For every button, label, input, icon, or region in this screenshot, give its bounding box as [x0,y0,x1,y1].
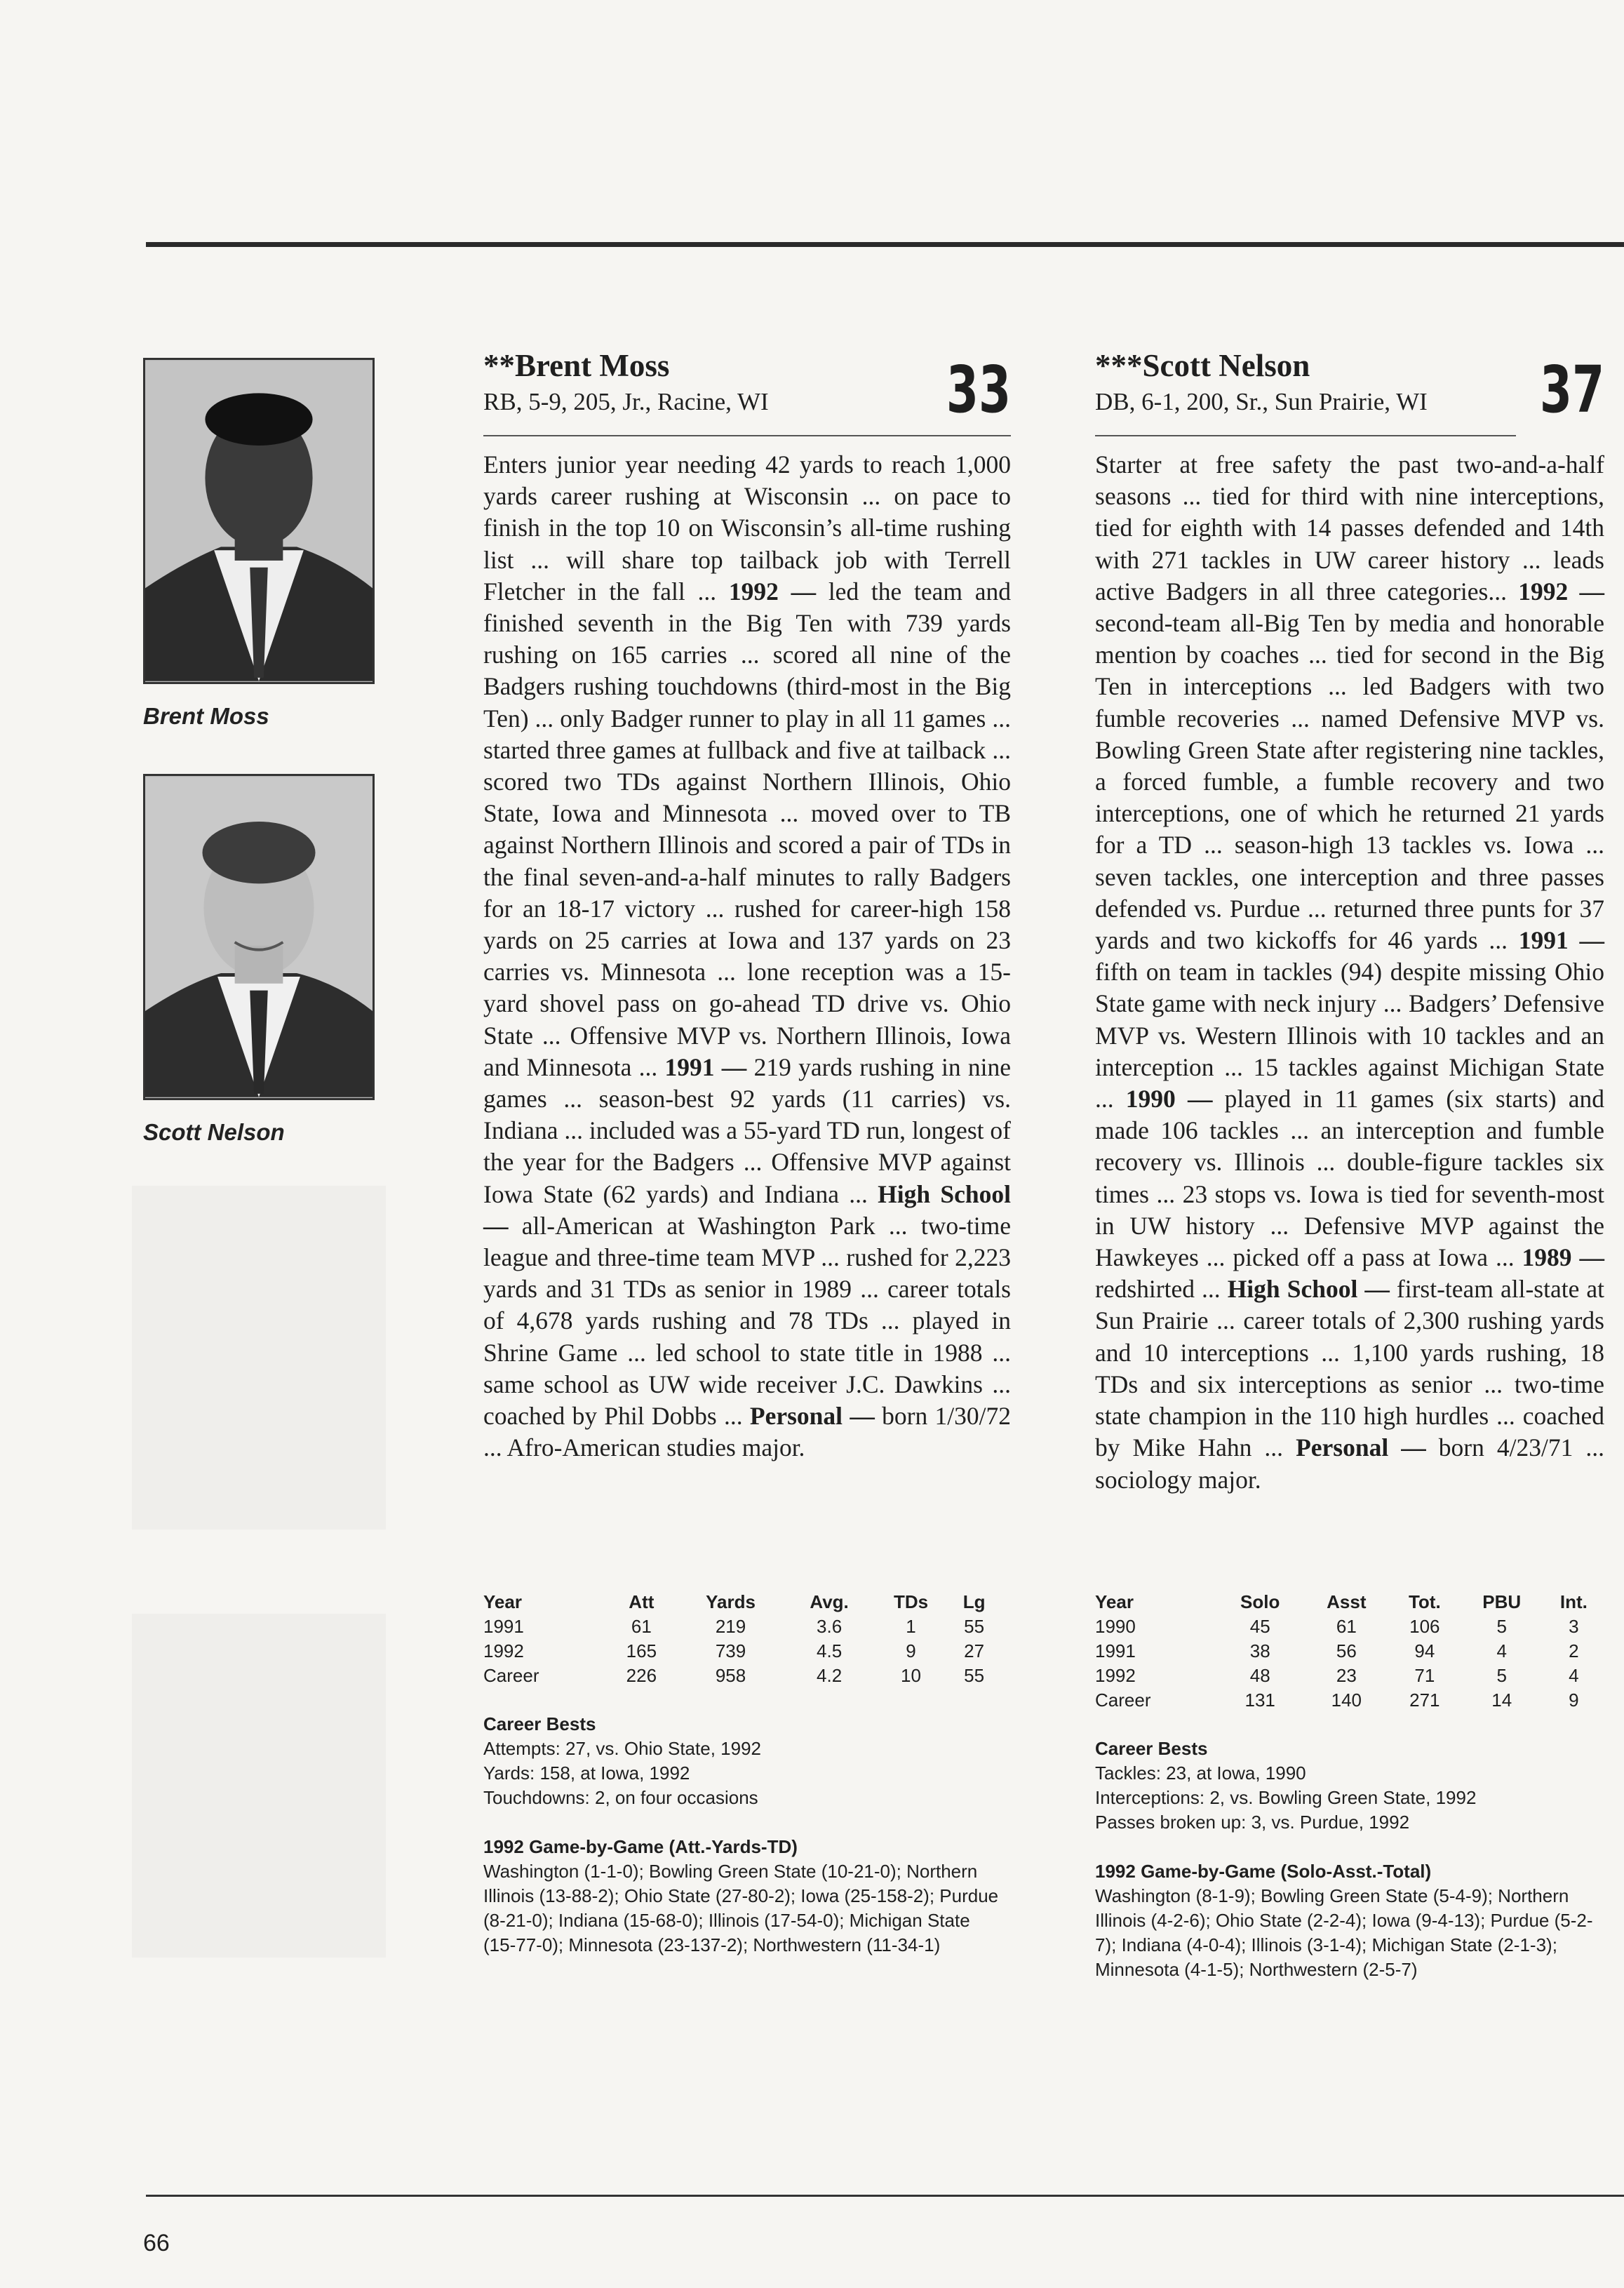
stats-header: Lg [962,1591,986,1612]
career-best-item: Attempts: 27, vs. Ohio State, 1992 [483,1738,761,1759]
career-best-item: Passes broken up: 3, vs. Purdue, 1992 [1095,1812,1410,1833]
game-by-game-title: 1992 Game-by-Game (Solo-Asst.-Total) [1095,1861,1432,1882]
stats-header: Tot. [1408,1591,1441,1612]
career-best-item: Yards: 158, at Iowa, 1992 [483,1762,690,1784]
player-bio: Starter at free safety the past two-and-a-half seasons ... tied for third with nine interceptions, tied for eighth with 14 passes defended and 14th with 271 tackles in UW career history ... leads active Badgers in all three categories... 1992 — second-team all-Big Ten by media and honorable mention by coaches ... tied for second in the Big Ten in interceptions ... led Badgers with two fumble recoveries ... named Defensive MVP vs. Bowling Green State after registering nine tackles, a forced fumble, a fumble recovery and two interceptions, one of which he returned 21 yards for a TD ... season-high 13 tackles vs. Iowa ... seven tackles, one interception and three passes defended vs. Purdue ... returned three punts for 37 yards and two kickoffs for 46 yards ... 1991 — fifth on team in tackles (94) despite missing Ohio State game with neck injury ... Badgers’ Defensive MVP vs. Western Illinois with 10 tackles and an interception ... 15 tackles against Michigan State ... 1990 — played in 11 games (six starts) and made 106 tackles ... an interception and fumble recovery vs. Illinois ... double-figure tackles six times ... 23 stops vs. Iowa is tied for seventh-most in UW history ... Defensive MVP against the Hawkeyes ... picked off a pass at Iowa ... 1989 — redshirted ... High School — first-team all-state at Sun Prairie ... career totals of 2,300 rushing yards and 10 interceptions ... 1,100 yards rushing, 18 TDs and six interceptions as senior ... two-time state champion in the 110 high hurdles ... coached by Mike Hahn ... Personal — born 4/23/71 ... sociology major. [1095,450,1605,1494]
table-row: 1991 38 56 94 4 2 [1095,1640,1579,1661]
stats-header: Year [483,1591,522,1612]
caption-scott-nelson: Scott Nelson [143,1119,285,1145]
game-by-game [483,1835,999,1958]
table-row: 1992 165 739 4.5 9 27 [483,1640,985,1661]
stats-header: TDs [893,1591,929,1612]
jersey-number: 33 [946,352,1011,427]
photo-brent-moss [143,358,375,684]
player-info: RB, 5-9, 205, Jr., Racine, WI [483,388,769,415]
table-row: 1991 61 219 3.6 1 55 [483,1616,985,1637]
game-by-game-text: Washington (8-1-9); Bowling Green State (5-4-9); Northern Illinois (4-2-6); Ohio State (2-2-4); Iowa (9-4-13); Purdue (5-2-7); Indiana (4-0-4); Illinois (3-1-4); Michigan State (2-1-3); Minnesota (4-1-5); Northwestern (2-5-7) [1095,1885,1593,1980]
table-row: Career 226 958 4.2 10 55 [483,1665,985,1686]
faded-photo-placeholder-1 [132,1186,386,1530]
game-by-game-text: Washington (1-1-0); Bowling Green State (10-21-0); Northern Illinois (13-88-2); Ohio State (27-80-2); Iowa (25-158-2); Purdue (8-21-0); Indiana (15-68-0); Illinois (17-54-0); Michigan State (15-77-0); Minnesota (23-137-2); Northwestern (11-34-1) [483,1861,999,1955]
faded-photo-placeholder-2 [132,1614,386,1958]
page-number: 66 [143,2230,170,2256]
bottom-rule [146,2195,1624,2197]
portrait-2-icon [145,776,373,1098]
stats-header: Solo [1240,1591,1280,1612]
stats-header: Yards [706,1591,756,1612]
career-bests-title: Career Bests [1095,1738,1208,1759]
name-underline [1095,435,1516,436]
name-underline [483,435,1011,436]
game-by-game-title: 1992 Game-by-Game (Att.-Yards-TD) [483,1836,798,1857]
stats-table [1095,1589,1604,1713]
table-row: Career 131 140 271 14 9 [1095,1690,1579,1711]
top-rule [146,242,1624,247]
career-best-item: Interceptions: 2, vs. Bowling Green State, 1992 [1095,1787,1477,1808]
player-name: **Brent Moss [483,348,670,383]
jersey-number: 37 [1539,352,1604,427]
table-row: 1990 45 61 106 5 3 [1095,1616,1579,1637]
photo-scott-nelson [143,774,375,1100]
table-row: 1992 48 23 71 5 4 [1095,1665,1579,1686]
career-bests-title: Career Bests [483,1713,596,1734]
stats-header: Att [629,1591,655,1612]
stats-header-row [483,1589,999,1614]
stats-header: Int. [1559,1591,1588,1612]
career-best-item: Tackles: 23, at Iowa, 1990 [1095,1762,1306,1784]
player-bio: Enters junior year needing 42 yards to reach 1,000 yards career rushing at Wisconsin ... on pace to finish in the top 10 on Wisconsin’s all-time rushing list ... will share top tailback job with Terrell Fletcher in the fall ... 1992 — led the team and finished seventh in the Big Ten with 739 yards rushing on 165 carries ... scored all nine of the Badgers rushing touchdowns (third-most in the Big Ten) ... only Badger runner to play in all 11 games ... started three games at fullback and five at tailback ... scored two TDs against Northern Illinois, Ohio State, Iowa and Minnesota ... moved over to TB against Northern Illinois and scored a pair of TDs in the final seven-and-a-half minutes to rally Badgers for an 18-17 victory ... rushed for career-high 158 yards on 25 carries at Iowa and 137 yards on 23 carries vs. Minnesota ... lone reception was a 15-yard shovel pass on go-ahead TD drive vs. Ohio State ... Offensive MVP vs. Northern Illinois, Iowa and Minnesota ... 1991 — 219 yards rushing in nine games ... season-best 92 yards (11 carries) vs. Indiana ... included was a 55-yard TD run, longest of the year for the Badgers ... Offensive MVP against Iowa State (62 yards) and Indiana ... High School — all-American at Washington Park ... two-time league and three-time team MVP ... rushed for 2,223 yards and 31 TDs as senior in 1989 ... career totals of 4,678 yards rushing and 78 TDs ... played in Shrine Game ... led school to state title in 1988 ... same school as UW wide receiver J.C. Dawkins ... coached by Phil Dobbs ... Personal — born 1/30/72 ... Afro-American studies major. [483,450,1011,1462]
career-bests [483,1712,999,1810]
caption-brent-moss: Brent Moss [143,703,269,729]
player-name: ***Scott Nelson [1095,348,1310,383]
career-best-item: Touchdowns: 2, on four occasions [483,1787,758,1808]
stats-header: Asst [1327,1591,1367,1612]
player-info: DB, 6-1, 200, Sr., Sun Prairie, WI [1095,388,1428,415]
portrait-1-icon [145,360,373,682]
stats-header: Year [1095,1591,1134,1612]
game-by-game [1095,1859,1604,1982]
career-bests [1095,1737,1604,1835]
stats-header: Avg. [810,1591,849,1612]
stats-header: PBU [1482,1591,1522,1612]
stats-header-row [1095,1589,1604,1614]
stats-table [483,1589,999,1688]
